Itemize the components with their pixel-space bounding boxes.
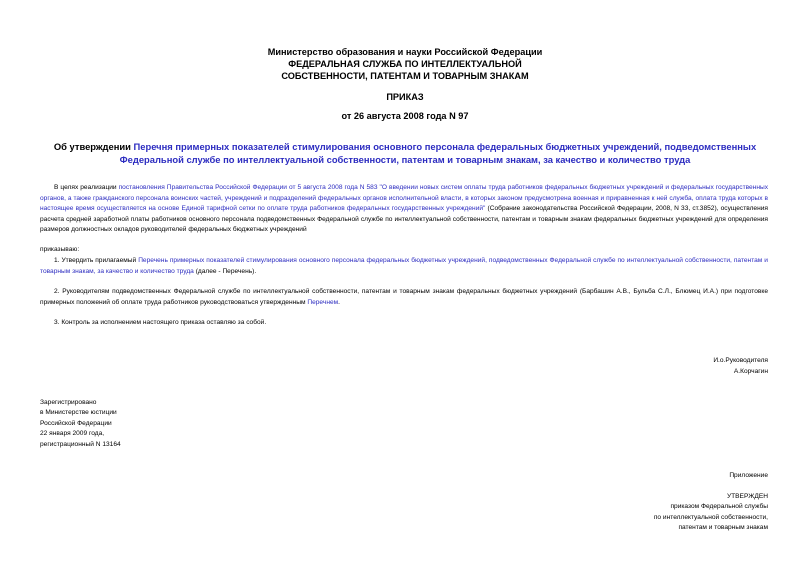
preamble-text-2: (Собрание законодательства Российской Федерации, 2008, N 33, ст.3852), осуществления расчета средней заработной платы работников основного персонала подведомственных Федеральной службе по интеллектуальной собственности, патентам и товарным знакам федеральных бюджетных учреждений для определения размеров должностных окладов руководителей федеральных бюджетных учреждений [40, 205, 768, 234]
government-decree-link[interactable]: постановления Правительства Российской Федерации от 5 августа 2008 года N 583 "О введении новых систем оплаты труда работников федеральных бюджетных учреждений и федеральных государственных органов, а также гражданского персонала воинских частей, учреждений и подразделений федеральных органов исполнительной власти, в которых законом предусмотрена военная и приравненная к ней служба, оплата труда которых в настоящее время осуществляется на основе Единой тарифной сетки по оплате труда работников федеральных государственных учреждений" [40, 184, 769, 213]
order-word: приказываю: [40, 246, 80, 253]
approval-block [540, 492, 768, 534]
title-prefix: Об утверждении [53, 141, 134, 152]
registration-line-3: Российской Федерации [40, 419, 112, 427]
approval-line-3: патентам и товарным знакам [678, 524, 768, 532]
signature-block [560, 356, 768, 377]
order-item-2 [40, 287, 768, 308]
approval-line-1: приказом Федеральной службы [670, 503, 768, 511]
registration-line-1: Зарегистрировано [40, 399, 97, 406]
preamble-paragraph [40, 183, 768, 236]
approved-word: УТВЕРЖДЕН [726, 493, 768, 500]
doc-type: ПРИКАЗ [386, 92, 424, 102]
appendix-label: Приложение [729, 472, 768, 479]
title-link[interactable]: Перечня примерных показателей стимулирования основного персонала федеральных бюджетных учреждений, подведомственных Федеральной службе по интеллектуальной собственности, патентам и товарным знакам, за качество и количество труда [119, 141, 757, 165]
signature-position: И.о.Руководителя [713, 357, 768, 364]
registration-line-5: регистрационный N 13164 [40, 440, 121, 448]
item2-list-link[interactable]: Перечнем [307, 298, 339, 306]
registration-line-2: в Министерстве юстиции [40, 409, 117, 417]
item2-end: . [338, 298, 341, 306]
item2-text: 2. Руководителям подведомственных Федеральной службе по интеллектуальной собственности, патентам и товарным знакам федеральных бюджетных учреждений (Барбашин А.В., Бульба С.Л., Блюмец И.А.) при подготовке примерных положений об оплате труда работников руководствоваться утвержденным [40, 288, 768, 306]
document-title [30, 140, 780, 166]
item1-text-before: 1. Утвердить прилагаемый [54, 257, 139, 264]
item1-list-link[interactable]: Перечень примерных показателей стимулирования основного персонала федеральных бюджетных учреждений, подведомственных Федеральной службе по интеллектуальной собственности, патентам и товарным знакам, за качество и количество труда [40, 257, 768, 275]
service-name-line1: ФЕДЕРАЛЬНАЯ СЛУЖБА ПО ИНТЕЛЛЕКТУАЛЬНОЙ [288, 59, 522, 69]
order-item-3: 3. Контроль за исполнением настоящего приказа оставляю за собой. [54, 319, 267, 326]
item1-text-after: (далее - Перечень). [193, 267, 257, 275]
document-header [150, 46, 660, 82]
doc-date-number: от 26 августа 2008 года N 97 [341, 111, 469, 121]
preamble-text-1: В целях реализации [54, 184, 119, 191]
service-name-line2: СОБСТВЕННОСТИ, ПАТЕНТАМ И ТОВАРНЫМ ЗНАКАМ [281, 71, 529, 81]
approval-line-2: по интеллектуальной собственности, [653, 513, 768, 521]
signature-name: А.Корчагин [733, 367, 768, 375]
registration-block [40, 398, 290, 450]
ministry-name: Министерство образования и науки Российской Федерации [267, 47, 543, 57]
order-item-1 [40, 256, 768, 277]
registration-line-4: 22 января 2009 года, [40, 430, 105, 438]
